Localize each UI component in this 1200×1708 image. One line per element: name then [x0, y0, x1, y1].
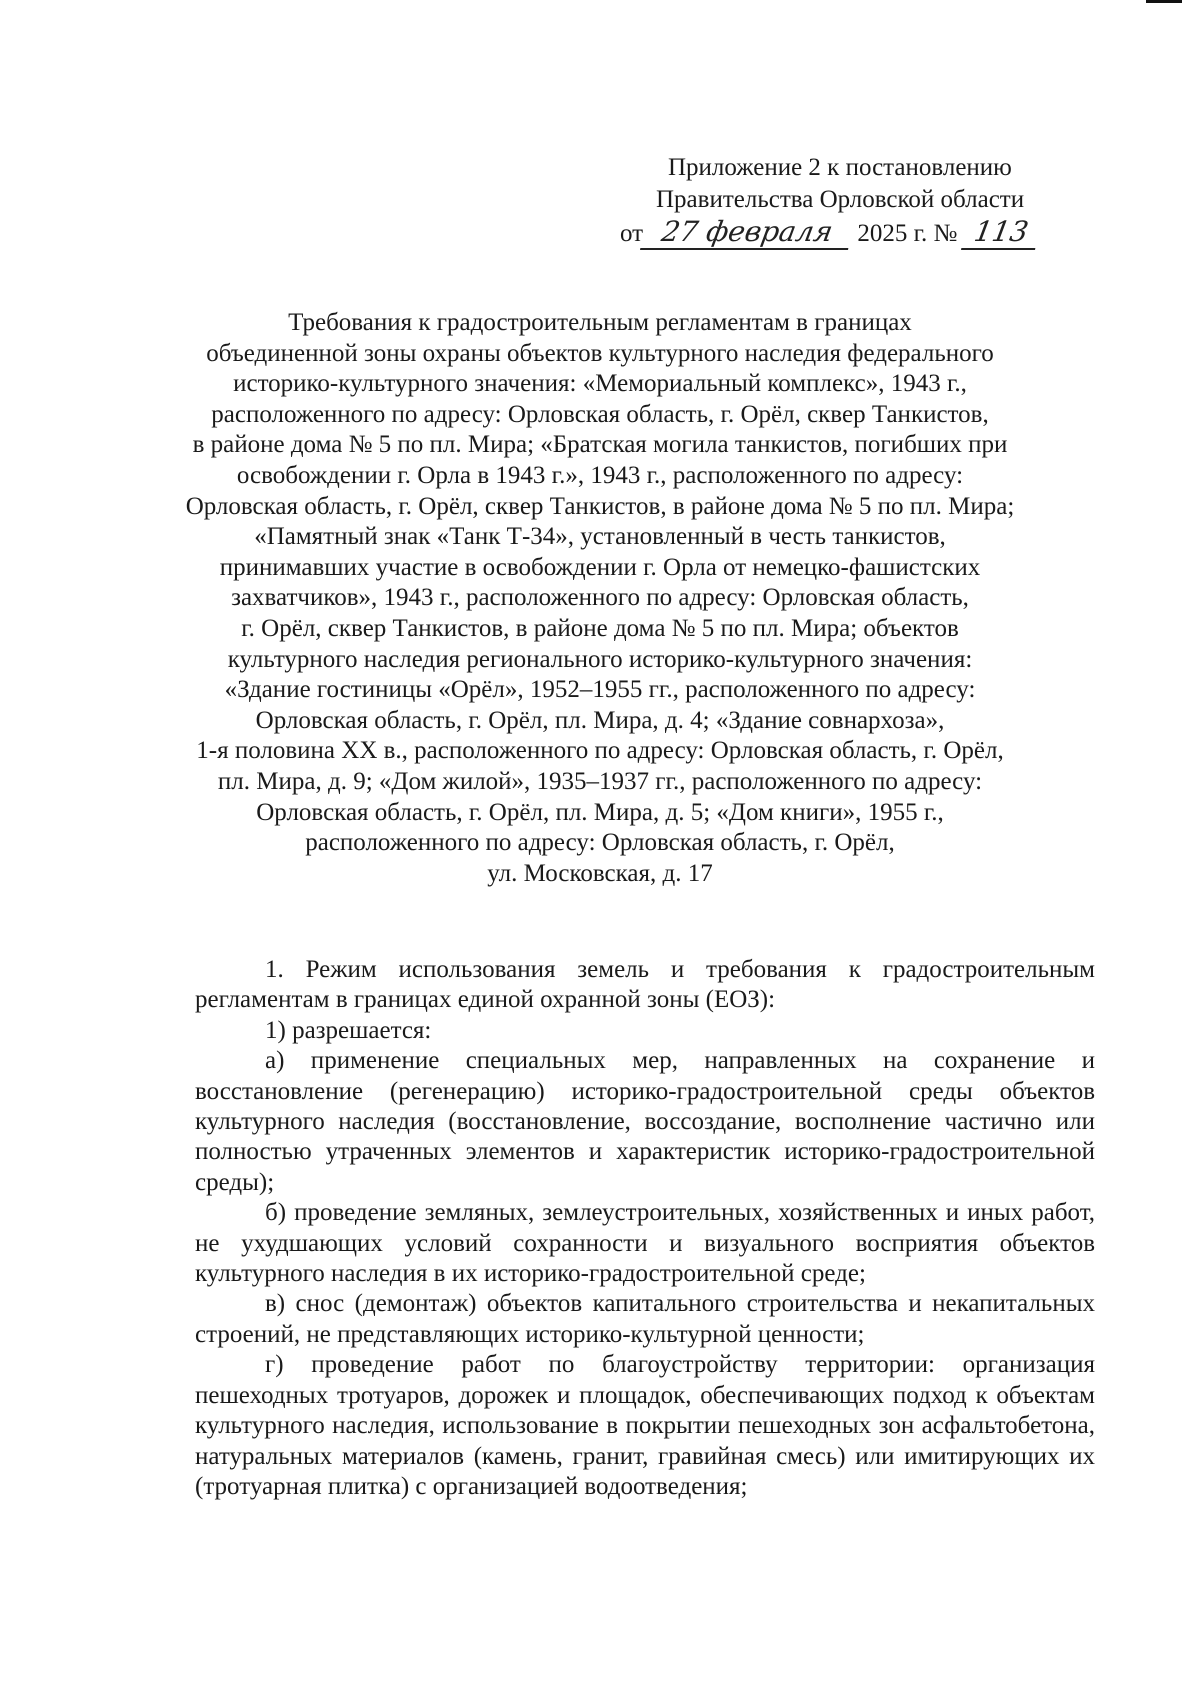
title-line: объединенной зоны охраны объектов культурного наследия федерального	[206, 339, 994, 367]
handwritten-number: 113	[961, 216, 1041, 250]
scan-corner-mark	[1146, 0, 1182, 3]
item-v-paragraph: в) снос (демонтаж) объектов капитального строительства и некапитальных строений, не представляющих историко-культурной ценности;	[195, 1290, 1095, 1348]
title-line: ул. Московская, д. 17	[487, 859, 713, 887]
title-line: Требования к градостроительным регламентам в границах	[288, 309, 912, 336]
header-appendix-line: Приложение 2 к постановлению	[668, 154, 1012, 181]
title-line: «Здание гостиницы «Орёл», 1952–1955 гг., расположенного по адресу:	[224, 676, 976, 704]
title-line: Орловская область, г. Орёл, сквер Танкистов, в районе дома № 5 по пл. Мира;	[185, 492, 1015, 520]
approval-header	[600, 152, 1070, 250]
title-line: историко-культурного значения: «Мемориальный комплекс», 1943 г.,	[233, 370, 967, 398]
title-line: культурного наследия регионального историко-культурного значения:	[227, 645, 973, 673]
item-a-paragraph: а) применение специальных мер, направленных на сохранение и восстановление (регенерацию) историко-градостроительной среды объектов культурного наследия (восстановление, воссоздание, восполнение частично или полностью утраченных элементов и характеристик историко-градостроительной среды);	[195, 1047, 1095, 1196]
document-body	[195, 955, 1095, 1502]
document-title	[175, 308, 1025, 889]
title-line: в районе дома № 5 по пл. Мира; «Братская могила танкистов, погибших при	[192, 431, 1008, 459]
title-line: 1-я половина XX в., расположенного по адресу: Орловская область, г. Орёл,	[196, 737, 1004, 765]
section-1-paragraph: 1. Режим использования земель и требования к градостроительным регламентам в границах единой охранной зоны (ЕОЗ):	[195, 956, 1095, 1014]
item-b-paragraph: б) проведение земляных, землеустроительных, хозяйственных и иных работ, не ухудшающих условий сохранности и визуального восприятия объектов культурного наследия в их историко-градостроительной среде;	[195, 1199, 1095, 1288]
title-line: захватчиков», 1943 г., расположенного по адресу: Орловская область,	[231, 584, 969, 612]
title-line: освобождении г. Орла в 1943 г.», 1943 г., расположенного по адресу:	[236, 461, 964, 489]
title-line: принимавших участие в освобождении г. Орла от немецко-фашистских	[219, 553, 981, 581]
title-line: расположенного по адресу: Орловская область, г. Орёл,	[305, 829, 895, 857]
title-line: г. Орёл, сквер Танкистов, в районе дома № 5 по пл. Мира; объектов	[241, 614, 959, 642]
item-g-paragraph: г) проведение работ по благоустройству территории: организация пешеходных тротуаров, дорожек и площадок, обеспечивающих подход к объектам культурного наследия, использование в покрытии пешеходных зон асфальтобетона, натуральных материалов (камень, гранит, гравийная смесь) или имитирующих их (тротуарная плитка) с организацией водоотведения;	[195, 1351, 1095, 1500]
header-date-number-line	[600, 216, 1070, 250]
header-from-prefix: от	[620, 220, 644, 247]
title-line: Орловская область, г. Орёл, пл. Мира, д. 4; «Здание совнархоза»,	[255, 706, 945, 734]
subsection-1-heading: 1) разрешается:	[265, 1016, 432, 1044]
header-government-line: Правительства Орловской области	[656, 186, 1025, 213]
handwritten-date: 27 февраля	[640, 216, 854, 250]
title-line: расположенного по адресу: Орловская область, г. Орёл, сквер Танкистов,	[211, 400, 989, 428]
title-line: пл. Мира, д. 9; «Дом жилой», 1935–1937 гг., расположенного по адресу:	[217, 767, 983, 795]
title-line: Орловская область, г. Орёл, пл. Мира, д. 5; «Дом книги», 1955 г.,	[256, 798, 944, 826]
header-year-number-label: 2025 г. №	[857, 220, 958, 247]
title-line: «Памятный знак «Танк Т-34», установленный в честь танкистов,	[254, 523, 946, 551]
